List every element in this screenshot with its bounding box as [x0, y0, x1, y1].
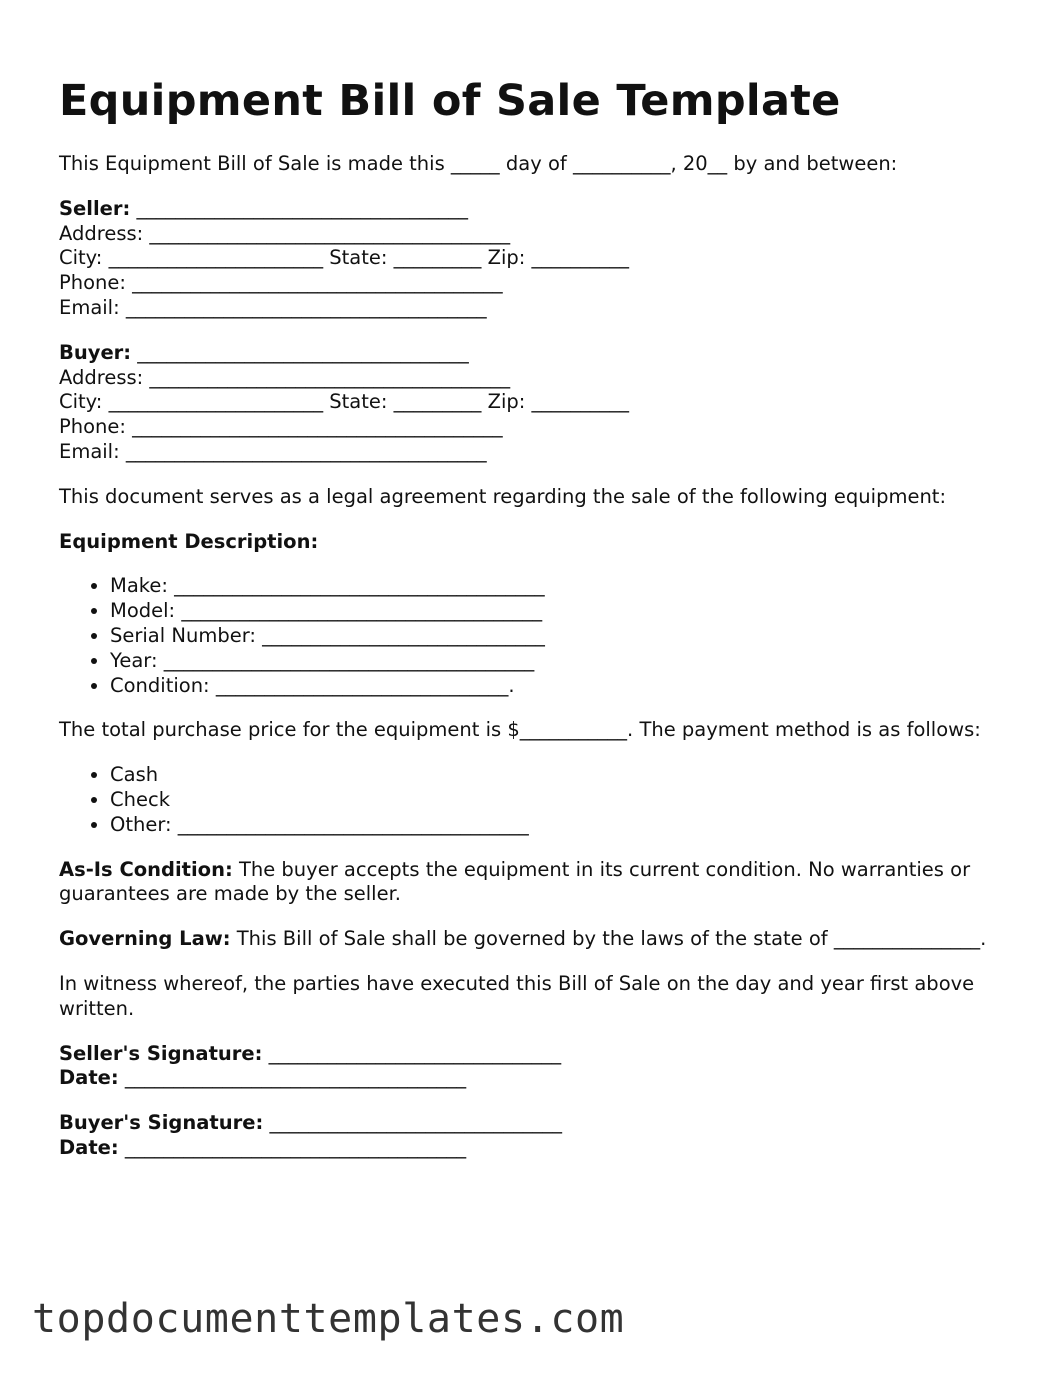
equipment-make-item: • Make: ______________________________________	[110, 574, 1019, 599]
document-page	[59, 72, 1019, 1181]
payment-cash-item: • Cash	[110, 763, 1019, 788]
buyer-phone-line: Phone: ______________________________________	[59, 415, 503, 439]
seller-email-line: Email: _____________________________________	[59, 295, 487, 319]
intro-paragraph: This Equipment Bill of Sale is made this _____ day of __________, 20__ by and between:	[59, 152, 898, 175]
price-paragraph: The total purchase price for the equipment is $___________. The payment method is as follows:	[59, 718, 981, 742]
buyer-email-line: Email: _____________________________________	[59, 439, 487, 463]
seller-signature-line	[59, 1042, 1019, 1067]
governing-law-label: Governing Law:	[59, 927, 231, 951]
buyer-signature-line	[59, 1111, 1019, 1136]
seller-address-line: Address: _____________________________________	[59, 221, 511, 245]
as-is-text: The buyer accepts the equipment in its current condition. No warranties or guarantees are made by the seller.	[59, 857, 971, 906]
seller-label: Seller:	[59, 196, 131, 220]
buyer-label: Buyer:	[59, 340, 132, 364]
seller-signature-section	[59, 1042, 1019, 1092]
equipment-serial-item: • Serial Number: _____________________________	[110, 624, 1019, 649]
buyer-date-label: Date:	[59, 1135, 119, 1159]
seller-signature-label: Seller's Signature:	[59, 1041, 263, 1065]
seller-date-line	[59, 1066, 1019, 1091]
seller-date-label: Date:	[59, 1066, 119, 1090]
governing-law-text: This Bill of Sale shall be governed by the laws of the state of _______________.	[230, 927, 987, 951]
buyer-signature-section	[59, 1111, 1019, 1161]
document-title: Equipment Bill of Sale Template	[59, 76, 841, 126]
buyer-date-line	[59, 1136, 1019, 1161]
buyer-date-blank: ___________________________________	[118, 1135, 467, 1159]
buyer-city-state-zip-line: City: ______________________ State: _________ Zip: __________	[59, 390, 630, 414]
watermark-footer: topdocumenttemplates.com	[32, 1296, 625, 1342]
as-is-paragraph	[59, 858, 1019, 908]
equipment-list	[59, 574, 1019, 698]
seller-name-blank: __________________________________	[130, 196, 468, 220]
buyer-signature-blank: ______________________________	[263, 1111, 562, 1135]
equipment-year-item: • Year: ______________________________________	[110, 649, 1019, 674]
seller-signature-blank: ______________________________	[262, 1041, 562, 1065]
equipment-model-item: • Model: _____________________________________	[110, 599, 1019, 624]
as-is-label: As-Is Condition:	[59, 857, 233, 881]
buyer-name-blank: __________________________________	[131, 340, 469, 364]
payment-check-item: • Check	[110, 788, 1019, 813]
payment-other-item: • Other: ____________________________________	[110, 813, 1019, 838]
seller-name-line	[59, 197, 1019, 222]
buyer-address-line: Address: _____________________________________	[59, 365, 511, 389]
witness-paragraph: In witness whereof, the parties have executed this Bill of Sale on the day and year first above written.	[59, 971, 975, 1020]
buyer-signature-label: Buyer's Signature:	[59, 1111, 264, 1135]
buyer-name-line	[59, 341, 1019, 366]
buyer-section	[59, 341, 1019, 465]
seller-city-state-zip-line: City: ______________________ State: _________ Zip: __________	[59, 246, 630, 270]
governing-law-paragraph	[59, 927, 1019, 952]
agreement-paragraph: This document serves as a legal agreement regarding the sale of the following equipment:	[59, 484, 947, 508]
seller-section	[59, 197, 1019, 321]
equipment-condition-item: • Condition: ______________________________.	[110, 674, 1019, 699]
equipment-description-heading: Equipment Description:	[59, 529, 319, 553]
seller-date-blank: ___________________________________	[118, 1066, 467, 1090]
payment-method-list	[59, 763, 1019, 837]
seller-phone-line: Phone: ______________________________________	[59, 271, 503, 295]
